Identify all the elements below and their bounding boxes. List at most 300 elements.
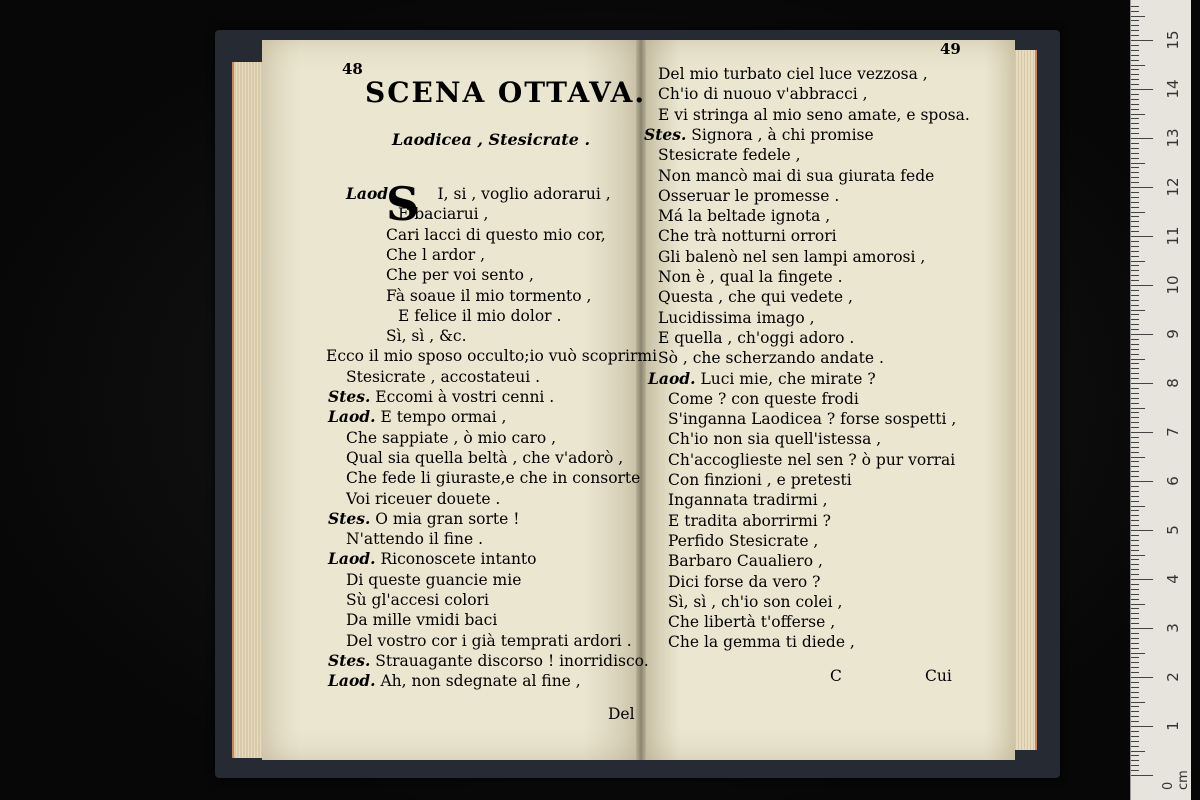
ruler-tick bbox=[1131, 265, 1139, 266]
speaker-label: Laod. bbox=[346, 184, 394, 203]
ruler-tick bbox=[1131, 555, 1145, 556]
ruler-tick bbox=[1131, 65, 1145, 66]
text-line bbox=[668, 531, 818, 551]
text-line bbox=[658, 226, 837, 246]
line-text: Sì, sì , ch'io son colei , bbox=[668, 592, 843, 611]
line-text: Non mancò mai di sua giurata fede bbox=[658, 166, 935, 185]
ruler-tick bbox=[1131, 295, 1139, 296]
line-text: E tradita aborrirmi ? bbox=[668, 511, 831, 530]
ruler-tick bbox=[1131, 74, 1139, 75]
ruler-tick bbox=[1131, 760, 1139, 761]
text-line bbox=[658, 308, 815, 328]
ruler-tick bbox=[1131, 275, 1139, 276]
ruler-tick bbox=[1131, 285, 1153, 286]
line-text: Sò , che scherzando andate . bbox=[658, 349, 884, 368]
text-line bbox=[668, 551, 823, 571]
text-line bbox=[658, 328, 854, 348]
line-text: Che per voi sento , bbox=[386, 266, 534, 285]
line-text: Stesicrate , accostateui . bbox=[346, 367, 540, 386]
text-line bbox=[346, 367, 540, 387]
text-line bbox=[658, 267, 843, 287]
ruler-tick bbox=[1131, 236, 1153, 237]
ruler-tick bbox=[1131, 354, 1139, 355]
line-text: Luci mie, che mirate ? bbox=[700, 369, 876, 388]
ruler-tick bbox=[1131, 133, 1139, 134]
speaker-label: Stes. bbox=[328, 508, 371, 528]
ruler-tick bbox=[1131, 349, 1139, 350]
line-text: Strauagante discorso ! inorridisco. bbox=[375, 651, 649, 670]
ruler-tick bbox=[1131, 182, 1139, 183]
ruler-tick bbox=[1131, 79, 1139, 80]
ruler-tick bbox=[1131, 50, 1139, 51]
ruler-tick bbox=[1131, 393, 1139, 394]
ruler-tick bbox=[1131, 731, 1139, 732]
ruler-tick bbox=[1131, 422, 1139, 423]
ruler-tick bbox=[1131, 310, 1145, 311]
ruler-tick bbox=[1131, 177, 1139, 178]
ruler-tick bbox=[1131, 30, 1139, 31]
ruler-tick bbox=[1131, 172, 1139, 173]
ruler-tick bbox=[1131, 388, 1139, 389]
ruler-tick bbox=[1131, 457, 1145, 458]
ruler-tick bbox=[1131, 256, 1139, 257]
ruler-tick bbox=[1131, 437, 1139, 438]
text-line bbox=[668, 572, 820, 592]
ruler-tick bbox=[1131, 770, 1139, 771]
ruler-number: 5 bbox=[1164, 525, 1182, 535]
text-line bbox=[386, 225, 606, 245]
line-text: E vi stringa al mio seno amate, e sposa. bbox=[658, 105, 970, 124]
line-text: Che fede li giuraste,e che in consorte bbox=[346, 469, 641, 488]
ruler-tick bbox=[1131, 687, 1139, 688]
ruler-number: 6 bbox=[1164, 476, 1182, 486]
text-line bbox=[668, 612, 835, 632]
text-line bbox=[644, 125, 874, 145]
text-line bbox=[346, 468, 640, 488]
text-line bbox=[346, 428, 556, 448]
ruler-number: 9 bbox=[1164, 329, 1182, 339]
text-line bbox=[328, 387, 554, 407]
ruler-tick bbox=[1131, 334, 1153, 335]
text-line bbox=[386, 286, 591, 306]
ruler-tick bbox=[1131, 226, 1139, 227]
ruler-tick bbox=[1131, 319, 1139, 320]
ruler-tick bbox=[1131, 261, 1145, 262]
measurement-ruler bbox=[1130, 0, 1191, 800]
text-line bbox=[658, 84, 868, 104]
ruler-number: 10 bbox=[1164, 275, 1182, 295]
ruler-tick bbox=[1131, 530, 1153, 531]
line-text: Del mio turbato ciel luce vezzosa , bbox=[658, 65, 928, 83]
scene-cast: Laodicea , Stesicrate . bbox=[392, 130, 591, 149]
ruler-tick bbox=[1131, 114, 1145, 115]
ruler-tick bbox=[1131, 741, 1139, 742]
ruler-tick bbox=[1131, 187, 1153, 188]
ruler-tick bbox=[1131, 525, 1139, 526]
ruler-tick bbox=[1131, 412, 1139, 413]
ruler-tick bbox=[1131, 755, 1139, 756]
text-line bbox=[346, 489, 500, 509]
text-line bbox=[328, 671, 581, 691]
ruler-tick bbox=[1131, 711, 1139, 712]
ruler-tick bbox=[1131, 94, 1139, 95]
ruler-tick bbox=[1131, 486, 1139, 487]
ruler-tick bbox=[1131, 657, 1139, 658]
ruler-tick bbox=[1131, 697, 1139, 698]
ruler-tick bbox=[1131, 574, 1139, 575]
ruler-tick bbox=[1131, 212, 1145, 213]
ruler-tick bbox=[1131, 280, 1139, 281]
text-line bbox=[658, 186, 839, 206]
ruler-tick bbox=[1131, 158, 1139, 159]
ruler-tick bbox=[1131, 702, 1145, 703]
left-page-edges bbox=[232, 62, 266, 758]
ruler-number: 1 bbox=[1164, 721, 1182, 731]
ruler-tick bbox=[1131, 496, 1139, 497]
ruler-tick bbox=[1131, 520, 1139, 521]
speaker-label: Laod. bbox=[328, 549, 376, 569]
ruler-tick bbox=[1131, 550, 1139, 551]
signature-mark: C bbox=[830, 667, 842, 685]
ruler-number: 14 bbox=[1164, 79, 1182, 99]
text-line bbox=[658, 64, 928, 84]
ruler-tick bbox=[1131, 746, 1139, 747]
ruler-tick bbox=[1131, 192, 1139, 193]
ruler-tick bbox=[1131, 109, 1139, 110]
ruler-tick bbox=[1131, 363, 1139, 364]
text-line bbox=[658, 287, 853, 307]
line-text: O mia gran sorte ! bbox=[375, 509, 520, 528]
ruler-tick bbox=[1131, 216, 1139, 217]
line-text: Che l ardor , bbox=[386, 245, 485, 264]
line-text: Ecco il mio sposo occulto;io vuò scoprirmi bbox=[326, 347, 658, 366]
ruler-tick bbox=[1131, 25, 1139, 26]
ruler-tick bbox=[1131, 148, 1139, 149]
speaker-label: Laod. bbox=[328, 671, 376, 691]
line-text: Perfido Stesicrate , bbox=[668, 531, 819, 550]
text-line bbox=[346, 590, 489, 610]
ruler-tick bbox=[1131, 20, 1139, 21]
ruler-tick bbox=[1131, 623, 1139, 624]
ruler-tick bbox=[1131, 427, 1139, 428]
right-page-edges bbox=[1013, 50, 1037, 750]
text-line bbox=[658, 166, 934, 186]
text-line bbox=[328, 407, 506, 427]
ruler-tick bbox=[1131, 466, 1139, 467]
ruler-tick bbox=[1131, 579, 1153, 580]
ruler-tick bbox=[1131, 84, 1139, 85]
line-text: Che sappiate , ò mio caro , bbox=[346, 428, 557, 447]
ruler-tick bbox=[1131, 648, 1139, 649]
ruler-tick bbox=[1131, 765, 1139, 766]
text-line bbox=[346, 529, 483, 549]
ruler-tick bbox=[1131, 40, 1153, 41]
ruler-tick bbox=[1131, 221, 1139, 222]
line-text: Ch'accoglieste nel sen ? ò pur vorrai bbox=[668, 450, 956, 469]
text-line bbox=[668, 389, 859, 409]
text-line bbox=[328, 651, 649, 671]
text-line bbox=[658, 105, 970, 125]
ruler-tick bbox=[1131, 344, 1139, 345]
ruler-tick bbox=[1131, 476, 1139, 477]
line-text: Che la gemma ti diede , bbox=[668, 633, 855, 652]
ruler-tick bbox=[1131, 99, 1139, 100]
speaker-label: Stes. bbox=[328, 650, 371, 670]
ruler-unit: 0 cm bbox=[1161, 770, 1191, 790]
ruler-tick bbox=[1131, 672, 1139, 673]
line-text: S'inganna Laodicea ? forse sospetti , bbox=[668, 410, 957, 429]
line-text: I, si , voglio adorarui , bbox=[437, 185, 611, 203]
text-line bbox=[328, 509, 519, 529]
text-line bbox=[668, 490, 828, 510]
ruler-tick bbox=[1131, 6, 1139, 7]
ruler-number: 15 bbox=[1164, 30, 1182, 50]
ruler-tick bbox=[1131, 251, 1139, 252]
ruler-tick bbox=[1131, 89, 1153, 90]
ruler-tick bbox=[1131, 559, 1139, 560]
ruler-tick bbox=[1131, 706, 1139, 707]
ruler-tick bbox=[1131, 368, 1139, 369]
ruler-tick bbox=[1131, 775, 1153, 776]
text-line bbox=[328, 549, 537, 569]
ruler-number: 13 bbox=[1164, 128, 1182, 148]
ruler-tick bbox=[1131, 69, 1139, 70]
ruler-tick bbox=[1131, 35, 1139, 36]
ruler-tick bbox=[1131, 471, 1139, 472]
line-text: Fà soaue il mio tormento , bbox=[386, 286, 592, 305]
ruler-tick bbox=[1131, 329, 1139, 330]
ruler-tick bbox=[1131, 398, 1139, 399]
right-page-number: 49 bbox=[940, 40, 961, 58]
ruler-tick bbox=[1131, 677, 1153, 678]
line-text: Ah, non sdegnate al fine , bbox=[380, 672, 581, 691]
text-line bbox=[658, 348, 884, 368]
ruler-tick bbox=[1131, 540, 1139, 541]
text-line bbox=[658, 145, 801, 165]
ruler-tick bbox=[1131, 339, 1139, 340]
text-line bbox=[668, 470, 852, 490]
line-text: Stesicrate fedele , bbox=[658, 146, 801, 165]
drop-cap: S bbox=[386, 177, 420, 231]
ruler-tick bbox=[1131, 584, 1139, 585]
line-text: Come ? con queste frodi bbox=[668, 389, 859, 408]
ruler-tick bbox=[1131, 383, 1153, 384]
ruler-tick bbox=[1131, 692, 1139, 693]
ruler-tick bbox=[1131, 138, 1153, 139]
ruler-tick bbox=[1131, 123, 1139, 124]
speaker-label: Laod. bbox=[648, 368, 696, 388]
ruler-tick bbox=[1131, 716, 1139, 717]
ruler-number: 4 bbox=[1164, 574, 1182, 584]
line-text: Dici forse da vero ? bbox=[668, 572, 821, 591]
ruler-tick bbox=[1131, 241, 1139, 242]
line-text: Non è , qual la fingete . bbox=[658, 268, 843, 286]
ruler-tick bbox=[1131, 510, 1139, 511]
ruler-tick bbox=[1131, 545, 1139, 546]
ruler-tick bbox=[1131, 633, 1139, 634]
ruler-tick bbox=[1131, 378, 1139, 379]
line-text: Lucidissima imago , bbox=[658, 308, 815, 327]
ruler-tick bbox=[1131, 60, 1139, 61]
line-text: Qual sia quella beltà , che v'adorò , bbox=[346, 448, 624, 467]
line-text: N'attendo il fine . bbox=[346, 530, 484, 549]
ruler-tick bbox=[1131, 721, 1139, 722]
text-line bbox=[398, 204, 489, 224]
ruler-number: 3 bbox=[1164, 623, 1182, 633]
text-line bbox=[346, 184, 611, 204]
ruler-tick bbox=[1131, 45, 1139, 46]
ruler-tick bbox=[1131, 726, 1153, 727]
ruler-tick bbox=[1131, 643, 1139, 644]
line-text: Barbaro Caualiero , bbox=[668, 552, 823, 571]
ruler-tick bbox=[1131, 501, 1139, 502]
ruler-tick bbox=[1131, 167, 1139, 168]
ruler-tick bbox=[1131, 11, 1139, 12]
line-text: Ingannata tradirmi , bbox=[668, 491, 828, 510]
ruler-tick bbox=[1131, 163, 1145, 164]
text-line bbox=[648, 369, 876, 389]
line-text: Con finzioni , e pretesti bbox=[668, 471, 852, 489]
speaker-label: Laod. bbox=[328, 407, 376, 427]
ruler-tick bbox=[1131, 653, 1145, 654]
ruler-tick bbox=[1131, 143, 1139, 144]
ruler-tick bbox=[1131, 594, 1139, 595]
ruler-tick bbox=[1131, 564, 1139, 565]
line-text: Eccomi à vostri cenni . bbox=[375, 388, 555, 406]
line-text: Cari lacci di questo mio cor, bbox=[386, 225, 606, 244]
ruler-tick bbox=[1131, 599, 1139, 600]
text-line bbox=[386, 326, 467, 346]
line-text: Ch'io non sia quell'istessa , bbox=[668, 430, 882, 449]
text-line bbox=[658, 206, 830, 226]
right-catchword: Cui bbox=[925, 667, 952, 685]
speaker-label: Stes. bbox=[328, 387, 371, 406]
ruler-tick bbox=[1131, 461, 1139, 462]
text-line bbox=[386, 265, 534, 285]
line-text: Ch'io di nuouo v'abbracci , bbox=[658, 85, 868, 104]
ruler-tick bbox=[1131, 128, 1139, 129]
line-text: Del vostro cor i già temprati ardori . bbox=[346, 631, 632, 650]
ruler-tick bbox=[1131, 491, 1139, 492]
ruler-tick bbox=[1131, 452, 1139, 453]
scene-heading: SCENA OTTAVA. bbox=[365, 76, 647, 109]
ruler-tick bbox=[1131, 432, 1153, 433]
text-line bbox=[658, 247, 925, 267]
text-line bbox=[668, 632, 855, 652]
text-line bbox=[398, 306, 561, 326]
text-line bbox=[668, 409, 956, 429]
ruler-tick bbox=[1131, 359, 1145, 360]
ruler-tick bbox=[1131, 417, 1139, 418]
text-line bbox=[386, 245, 485, 265]
ruler-tick bbox=[1131, 246, 1139, 247]
ruler-tick bbox=[1131, 682, 1139, 683]
ruler-number: 7 bbox=[1164, 427, 1182, 437]
text-line bbox=[668, 511, 831, 531]
line-text: Má la beltade ignota , bbox=[658, 207, 831, 226]
line-text: E baciarui , bbox=[398, 205, 489, 224]
ruler-tick bbox=[1131, 300, 1139, 301]
ruler-tick bbox=[1131, 231, 1139, 232]
ruler-number: 8 bbox=[1164, 378, 1182, 388]
ruler-number: 12 bbox=[1164, 177, 1182, 197]
ruler-tick bbox=[1131, 403, 1139, 404]
ruler-tick bbox=[1131, 589, 1139, 590]
ruler-tick bbox=[1131, 16, 1145, 17]
text-line bbox=[668, 592, 842, 612]
ruler-tick bbox=[1131, 608, 1139, 609]
text-line bbox=[346, 570, 521, 590]
line-text: Questa , che qui vedete , bbox=[658, 288, 853, 307]
left-page-number: 48 bbox=[342, 60, 363, 78]
ruler-tick bbox=[1131, 270, 1139, 271]
ruler-tick bbox=[1131, 202, 1139, 203]
ruler-tick bbox=[1131, 197, 1139, 198]
ruler-tick bbox=[1131, 207, 1139, 208]
text-line bbox=[346, 631, 632, 651]
line-text: Sù gl'accesi colori bbox=[346, 591, 489, 609]
line-text: Sì, sì , &c. bbox=[386, 327, 467, 346]
ruler-tick bbox=[1131, 290, 1139, 291]
ruler-number: 11 bbox=[1164, 226, 1182, 246]
ruler-number: 2 bbox=[1164, 672, 1182, 682]
ruler-tick bbox=[1131, 736, 1139, 737]
ruler-tick bbox=[1131, 638, 1139, 639]
ruler-tick bbox=[1131, 305, 1139, 306]
ruler-tick bbox=[1131, 751, 1145, 752]
line-text: E tempo ormai , bbox=[380, 408, 507, 427]
ruler-tick bbox=[1131, 569, 1139, 570]
ruler-tick bbox=[1131, 55, 1139, 56]
ruler-tick bbox=[1131, 618, 1139, 619]
line-text: Osseruar le promesse . bbox=[658, 186, 840, 205]
line-text: Signora , à chi promise bbox=[691, 125, 874, 144]
text-line bbox=[346, 610, 497, 630]
text-line bbox=[668, 429, 881, 449]
line-text: E felice il mio dolor . bbox=[398, 306, 562, 325]
ruler-tick bbox=[1131, 408, 1145, 409]
line-text: Voi riceuer douete . bbox=[346, 489, 501, 508]
ruler-tick bbox=[1131, 324, 1139, 325]
text-line bbox=[668, 450, 955, 470]
line-text: Che libertà t'offerse , bbox=[668, 613, 836, 632]
speaker-label: Stes. bbox=[644, 124, 687, 144]
line-text: Di queste guancie mie bbox=[346, 570, 522, 589]
ruler-tick bbox=[1131, 447, 1139, 448]
ruler-tick bbox=[1131, 481, 1153, 482]
line-text: Da mille vmidi baci bbox=[346, 611, 498, 630]
ruler-tick bbox=[1131, 515, 1139, 516]
ruler-tick bbox=[1131, 535, 1139, 536]
line-text: Gli balenò nel sen lampi amorosi , bbox=[658, 247, 926, 266]
ruler-tick bbox=[1131, 604, 1145, 605]
text-line bbox=[326, 346, 657, 366]
ruler-tick bbox=[1131, 153, 1139, 154]
ruler-tick bbox=[1131, 118, 1139, 119]
ruler-tick bbox=[1131, 662, 1139, 663]
line-text: E quella , ch'oggi adoro . bbox=[658, 328, 855, 347]
ruler-tick bbox=[1131, 314, 1139, 315]
ruler-tick bbox=[1131, 104, 1139, 105]
text-line bbox=[346, 448, 623, 468]
ruler-tick bbox=[1131, 373, 1139, 374]
line-text: Riconoscete intanto bbox=[380, 550, 537, 569]
left-catchword: Del bbox=[608, 705, 635, 723]
ruler-tick bbox=[1131, 628, 1153, 629]
ruler-tick bbox=[1131, 613, 1139, 614]
ruler-tick bbox=[1131, 442, 1139, 443]
ruler-tick bbox=[1131, 667, 1139, 668]
